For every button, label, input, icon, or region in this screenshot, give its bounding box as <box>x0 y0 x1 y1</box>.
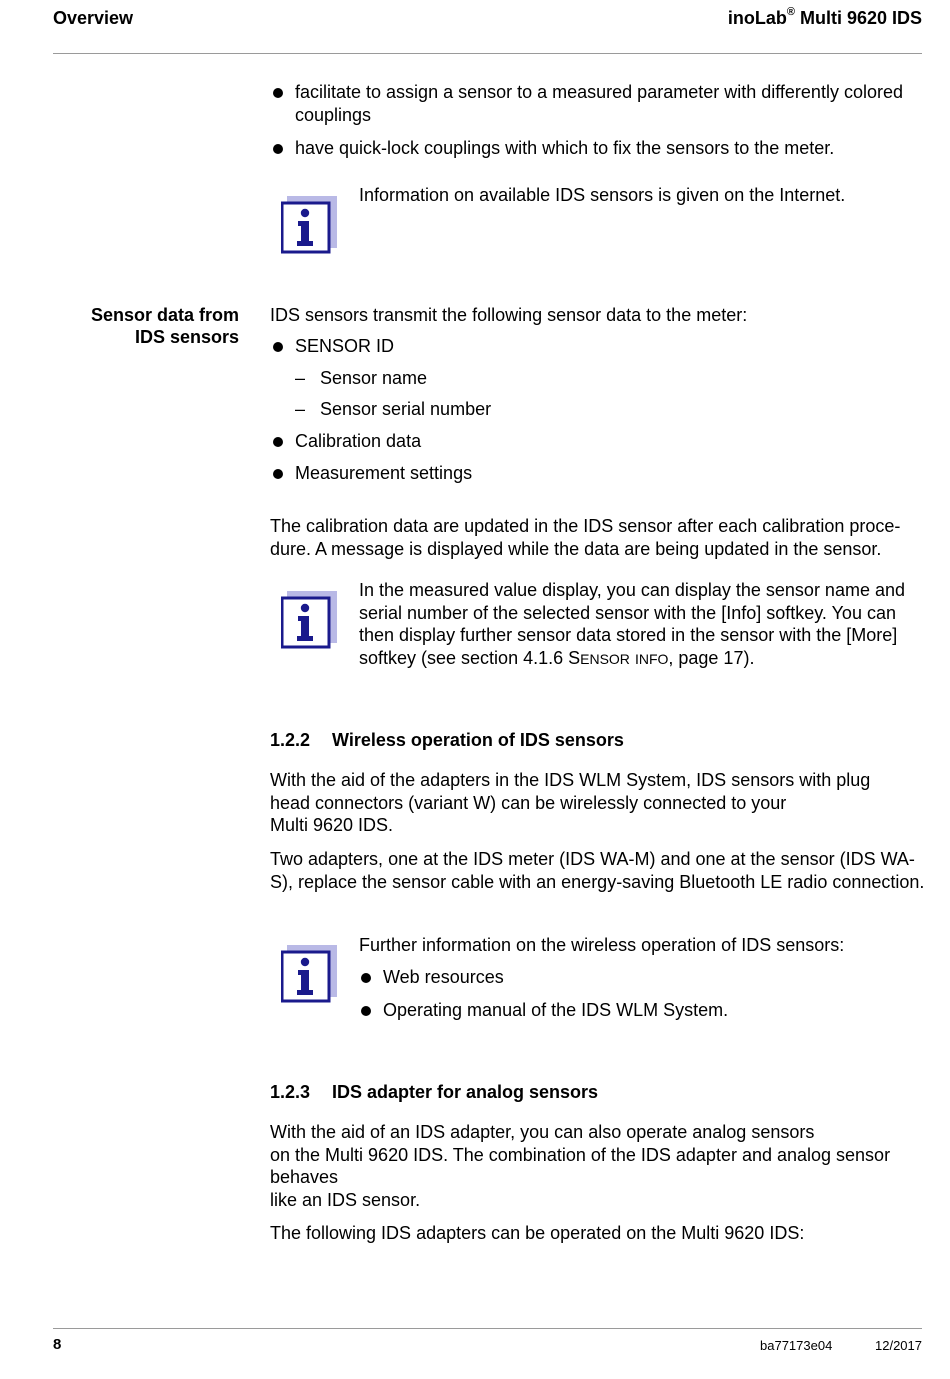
paragraph-line: Multi 9620 IDS. <box>270 815 394 835</box>
sub-list-item-text: Sensor name <box>320 368 428 388</box>
info-note-text-part: In the measured value display, you can display the sensor name and serial number of the selected sensor with the [Info] softkey. You can then display further sensor data stored in the sensor with the [More] softkey (see section 4.1.6 <box>359 580 905 668</box>
info-note-text: Information on available IDS sensors is given on the Internet. <box>359 185 846 205</box>
list-item-text: Web resources <box>383 967 504 987</box>
header-product-title <box>728 8 922 29</box>
document-date: 12/2017 <box>875 1338 922 1353</box>
section-heading <box>270 730 624 751</box>
paragraph-line: on the Multi 9620 IDS. The combination of the IDS adapter and analog sensor <box>270 1144 891 1165</box>
paragraph: The following IDS adapters can be operated on the Multi 9620 IDS: <box>270 1223 805 1243</box>
paragraph <box>270 1121 925 1211</box>
paragraph <box>270 769 925 837</box>
list-item-text: have quick-lock couplings with which to fix the sensors to the meter. <box>295 138 835 158</box>
paragraph-line: head connectors (variant W) can be wirelessly connected to your <box>270 792 787 813</box>
list-item-text: SENSOR ID <box>295 336 395 356</box>
page-number: 8 <box>53 1336 62 1353</box>
registered-mark: ® <box>786 6 795 18</box>
bullet-icon <box>273 469 283 479</box>
footer-rule <box>53 1328 922 1329</box>
paragraph: The calibration data are updated in the IDS sensor after each calibration proce-dure. A message is displayed while the data are being updated in the sensor. <box>270 516 901 559</box>
info-note-text: Further information on the wireless operation of IDS sensors: <box>359 935 845 955</box>
side-heading <box>91 304 239 348</box>
sub-list-item-text: Sensor serial number <box>320 399 492 419</box>
paragraph: Two adapters, one at the IDS meter (IDS WA-M) and one at the sensor (IDS WA-S), replace the sensor cable with an energy-saving Bluetooth LE radio connection. <box>270 849 925 892</box>
brand-name: inoLab <box>727 8 787 28</box>
side-heading-line: IDS sensors <box>134 327 239 347</box>
info-note-text <box>359 579 919 670</box>
side-heading-line: Sensor data from <box>90 305 239 325</box>
section-number: 1.2.3 <box>270 1082 311 1102</box>
list-item-text: Operating manual of the IDS WLM System. <box>383 1000 729 1020</box>
list-item-text: Calibration data <box>295 431 422 451</box>
section-link-smallcaps: INFO <box>634 650 669 667</box>
bullet-icon <box>273 437 283 447</box>
list-item-text: Measurement settings <box>295 463 473 483</box>
paragraph-line: With the aid of an IDS adapter, you can also operate analog sensors <box>270 1122 815 1142</box>
info-icon <box>281 591 337 649</box>
section-link-cap: S <box>568 647 581 668</box>
bullet-icon <box>273 144 283 154</box>
info-icon <box>281 196 337 254</box>
paragraph: IDS sensors transmit the following sensor data to the meter: <box>270 305 748 325</box>
header-rule <box>53 53 922 54</box>
bullet-icon <box>273 342 283 352</box>
dash-marker: – <box>295 399 306 419</box>
bullet-icon <box>273 88 283 98</box>
section-number: 1.2.2 <box>270 730 311 750</box>
section-heading <box>270 1082 598 1103</box>
paragraph-line: With the aid of the adapters in the IDS WLM System, IDS sensors with plug <box>270 770 871 790</box>
paragraph-line: like an IDS sensor. <box>270 1189 421 1210</box>
list-item-text: facilitate to assign a sensor to a measured parameter with differently colored couplings <box>295 82 903 125</box>
model-name: Multi 9620 IDS <box>799 8 922 28</box>
section-link-smallcaps: ENSOR <box>580 650 630 667</box>
document-id: ba77173e04 <box>760 1338 833 1353</box>
info-icon <box>281 945 337 1003</box>
section-title: IDS adapter for analog sensors <box>332 1082 599 1102</box>
header-section-title: Overview <box>53 8 134 28</box>
bullet-icon <box>361 1006 371 1016</box>
info-note-text-part: , page 17). <box>668 647 755 668</box>
section-title: Wireless operation of IDS sensors <box>332 730 624 750</box>
bullet-icon <box>361 973 371 983</box>
paragraph-line: behaves <box>270 1167 339 1187</box>
dash-marker: – <box>295 368 306 388</box>
